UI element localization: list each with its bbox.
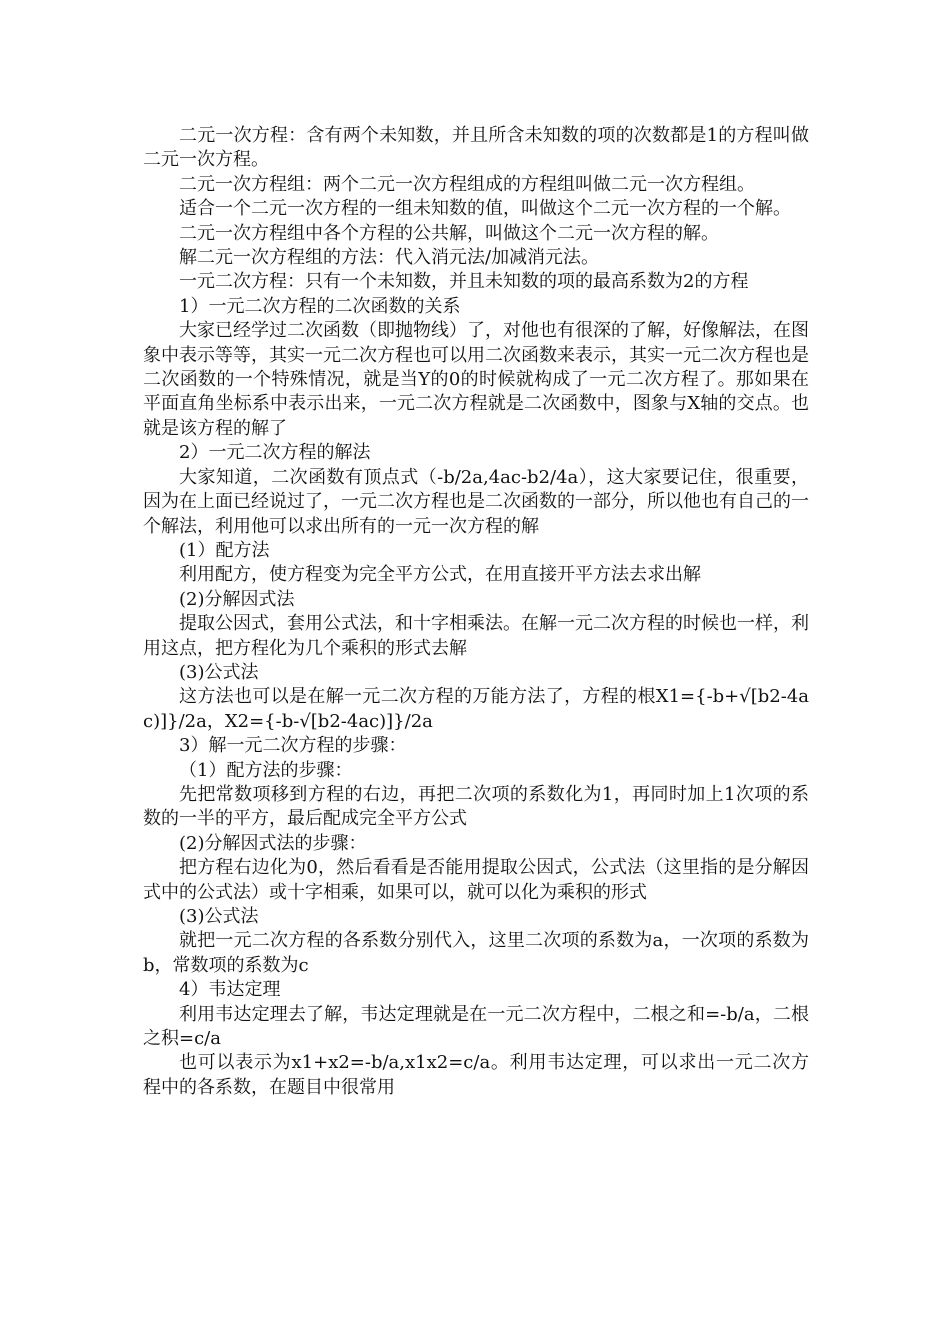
paragraph-12: 利用配方，使方程变为完全平方公式，在用直接开平方法去求出解 <box>179 564 701 586</box>
paragraph-19: 先把常数项移到方程的右边，再把二次项的系数化为1，再同时加上1次项的系数的一半的平方，最后配成完全平方公式 <box>143 783 809 830</box>
paragraph-14: 提取公因式，套用公式法，和十字相乘法。在解一元二次方程的时候也一样，利用这点，把方程化为几个乘积的形式去解 <box>143 613 809 659</box>
paragraph-5: 解二元一次方程组的方法：代入消元法/加减消元法。 <box>179 247 600 269</box>
paragraph-6: 一元二次方程：只有一个未知数，并且未知数的项的最高系数为2的方程 <box>179 271 749 293</box>
section-heading-2: 2）一元二次方程的解法 <box>179 442 371 464</box>
subheading-completing-square-steps: （1）配方法的步骤： <box>179 759 353 781</box>
paragraph-2: 二元一次方程组：两个二元一次方程组成的方程组叫做二元一次方程组。 <box>179 173 755 195</box>
paragraph-25: 利用韦达定理去了解，韦达定理就是在一元二次方程中，二根之和=-b/a，二根之积=c/a <box>143 1003 809 1050</box>
paragraph-23: 就把一元二次方程的各系数分别代入，这里二次项的系数为a，一次项的系数为b，常数项的系数为c <box>143 930 809 976</box>
section-heading-1: 1）一元二次方程的二次函数的关系 <box>179 295 461 317</box>
paragraph-8: 大家已经学过二次函数（即抛物线）了，对他也有很深的了解，好像解法，在图象中表示等等，其实一元二次方程也可以用二次函数来表示，其实一元二次方程也是二次函数的一个特殊情况，就是当Y的0的时候就构成了一元二次方程了。那如果在平面直角坐标系中表示出来，一元二次方程就是二次函数中，图象与X轴的交点。也就是该方程的解了 <box>143 320 809 439</box>
paragraph-10: 大家知道，二次函数有顶点式（-b/2a,4ac-b2/4a），这大家要记住，很重要，因为在上面已经说过了，一元二次方程也是二次函数的一部分，所以他也有自己的一个解法，利用他可以求出所有的一元一次方程的解 <box>143 466 809 537</box>
section-heading-3: 3）解一元二次方程的步骤： <box>179 735 407 757</box>
paragraph-16: 这方法也可以是在解一元二次方程的万能方法了，方程的根X1={-b+√[b2-4ac)]}/2a，X2={-b-√[b2-4ac)]}/2a <box>143 686 809 732</box>
subheading-completing-square: (1）配方法 <box>179 539 270 561</box>
document-body <box>143 124 809 1100</box>
paragraph-21: 把方程右边化为0，然后看看是否能用提取公因式，公式法（这里指的是分解因式中的公式法）或十字相乘，如果可以，就可以化为乘积的形式 <box>143 857 809 903</box>
subheading-factoring-steps: (2)分解因式法的步骤： <box>179 832 367 854</box>
subheading-factoring: (2)分解因式法 <box>179 588 295 610</box>
section-heading-4: 4）韦达定理 <box>179 979 281 1001</box>
paragraph-4: 二元一次方程组中各个方程的公共解，叫做这个二元一次方程的解。 <box>179 222 719 244</box>
paragraph-3: 适合一个二元一次方程的一组未知数的值，叫做这个二元一次方程的一个解。 <box>179 198 791 220</box>
subheading-formula: (3)公式法 <box>179 661 259 683</box>
subheading-formula-steps: (3)公式法 <box>179 906 259 927</box>
paragraph-26: 也可以表示为x1+x2=-b/a,x1x2=c/a。利用韦达定理，可以求出一元二次方程中的各系数，在题目中很常用 <box>143 1052 809 1098</box>
paragraph-1: 二元一次方程：含有两个未知数，并且所含未知数的项的次数都是1的方程叫做二元一次方程。 <box>143 125 809 171</box>
